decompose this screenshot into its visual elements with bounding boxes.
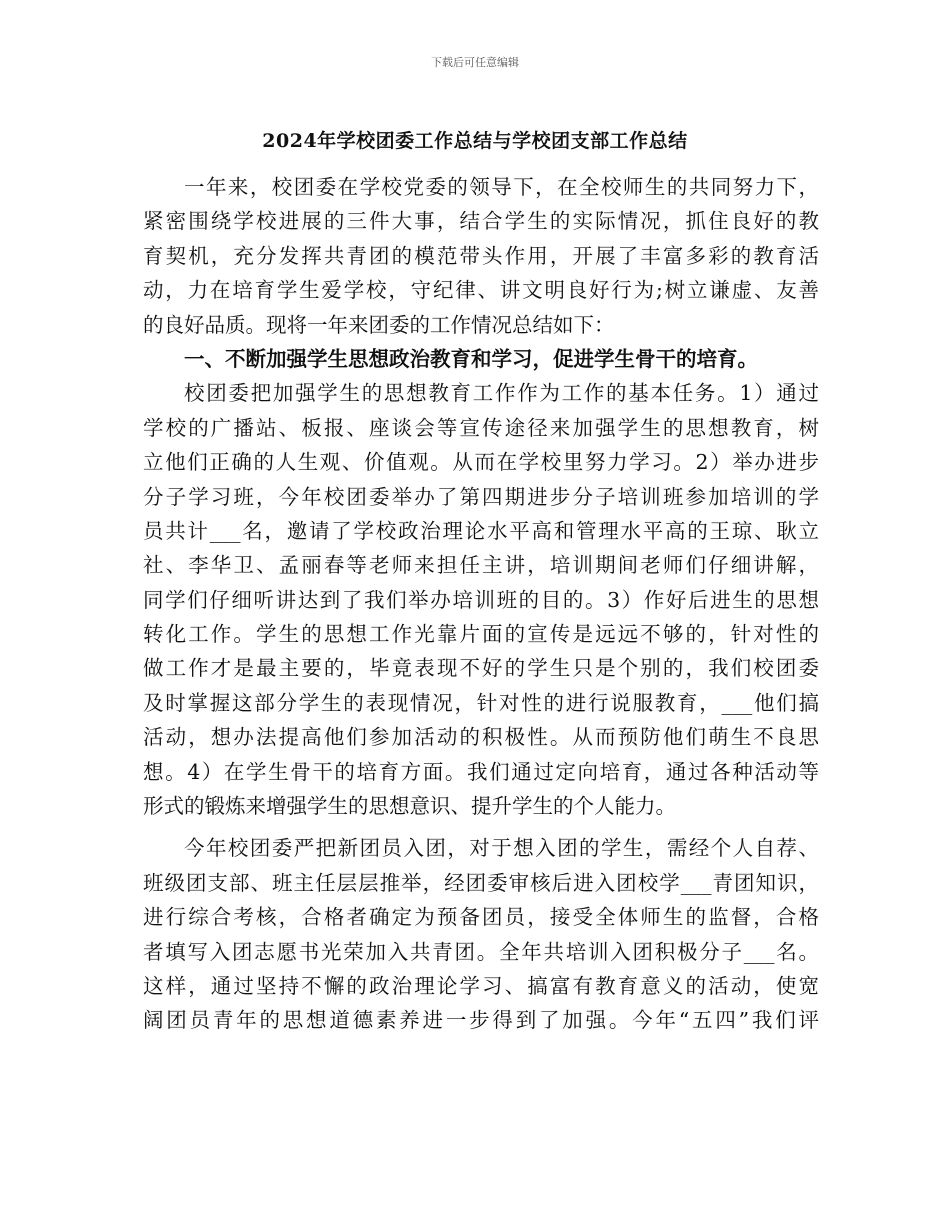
text-line: 员共计___名，邀请了学校政治理论水平高和管理水平高的王琼、耿立 (143, 518, 819, 543)
text-line: 校团委把加强学生的思想教育工作作为工作的基本任务。1）通过 (184, 381, 819, 406)
text-line: 班级团支部、班主任层层推举，经团委审核后进入团校学___青团知识， (143, 870, 819, 895)
paragraph-intro (143, 170, 819, 342)
document-title: 2024年学校团委工作总结与学校团支部工作总结 (262, 130, 688, 152)
text-line: 学校的广播站、板报、座谈会等宣传途径来加强学生的思想教育，树 (143, 415, 819, 440)
text-line: 紧密围绕学校进展的三件大事，结合学生的实际情况，抓住良好的教 (143, 209, 819, 234)
text-line: 立他们正确的人生观、价值观。从而在学校里努力学习。2）举办进步 (143, 450, 819, 475)
text-line: 社、李华卫、孟丽春等老师来担任主讲，培训期间老师们仔细讲解， (143, 553, 819, 578)
text-line: 进行综合考核，合格者确定为预备团员，接受全体师生的监督，合格 (143, 905, 819, 930)
text-line: 想。4）在学生骨干的培育方面。我们通过定向培育，通过各种活动等 (143, 759, 819, 784)
text-line: 的良好品质。现将一年来团委的工作情况总结如下： (143, 312, 615, 337)
text-line: 动，力在培育学生爱学校，守纪律、讲文明良好行为;树立谦虚、友善 (143, 278, 819, 303)
section-heading (143, 342, 819, 376)
text-line: 育契机，充分发挥共青团的模范带头作用，开展了丰富多彩的教育活 (143, 243, 819, 268)
heading-line: 一、不断加强学生思想政治教育和学习，促进学生骨干的培育。 (184, 346, 758, 371)
text-line: 及时掌握这部分学生的表现情况，针对性的进行说服教育，___他们搞 (143, 690, 819, 715)
text-line: 者填写入团志愿书光荣加入共青团。全年共培训入团积极分子___名。 (143, 939, 819, 964)
paragraph-education (143, 376, 819, 823)
text-line: 活动，想办法提高他们参加活动的积极性。从而预防他们萌生不良思 (143, 725, 819, 750)
text-line: 做工作才是最主要的，毕竟表现不好的学生只是个别的，我们校团委 (143, 656, 819, 681)
text-line: 同学们仔细听讲达到了我们举办培训班的目的。3）作好后进生的思想 (143, 587, 819, 612)
text-line: 今年校团委严把新团员入团，对于想入团的学生，需经个人自荐、 (184, 836, 819, 861)
text-line: 分子学习班，今年校团委举办了第四期进步分子培训班参加培训的学 (143, 484, 819, 509)
document-body (143, 170, 819, 1038)
text-line: 一年来，校团委在学校党委的领导下，在全校师生的共同努力下， (184, 175, 819, 199)
text-line: 阔团员青年的思想道德素养进一步得到了加强。今年“五四”我们评 (143, 1008, 819, 1033)
text-line: 这样，通过坚持不懈的政治理论学习、搞富有教育意义的活动，使宽 (143, 973, 819, 998)
paragraph-membership (143, 831, 819, 1037)
text-line: 形式的锻炼来增强学生的思想意识、提升学生的个人能力。 (143, 794, 676, 819)
header-note: 下载后可任意编辑 (431, 56, 519, 69)
text-line: 转化工作。学生的思想工作光靠片面的宣传是远远不够的，针对性的 (143, 622, 819, 647)
